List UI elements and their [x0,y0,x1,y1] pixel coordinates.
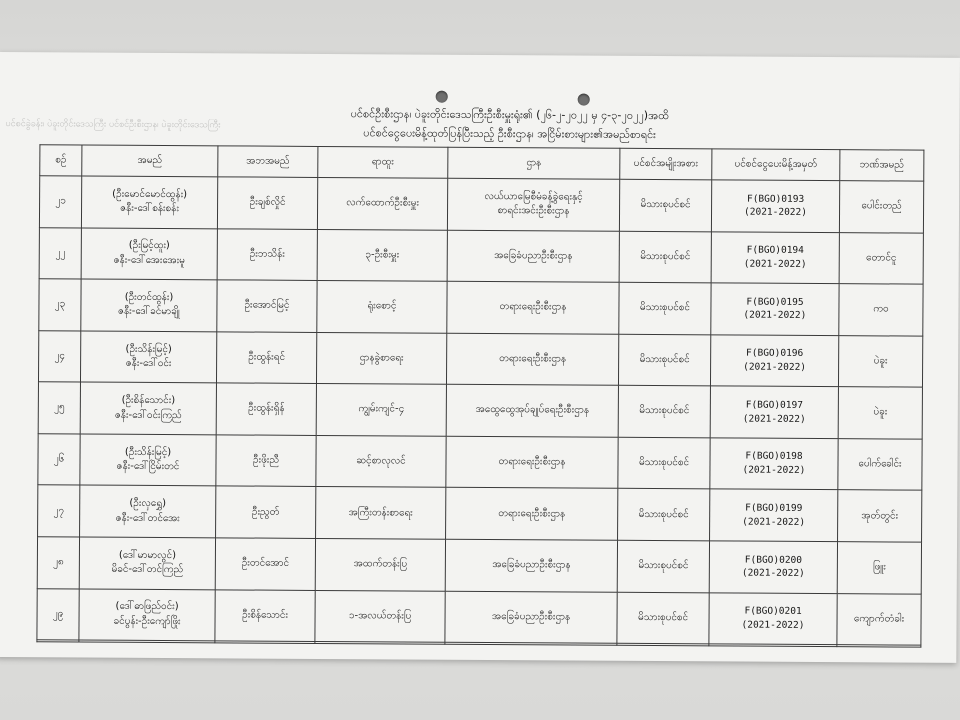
cell-bank-line-1: ပဲခူး [873,355,888,367]
cell-serial-line-1: ၂၂ [55,246,66,259]
cell-pension-order-no-line-1: F(BGO)0200 [744,554,803,566]
cell-serial [38,382,80,434]
cell-name-line-1: (ဦးသိန်းမြင့်) [125,343,172,355]
cell-department [446,436,618,489]
cell-rank [316,384,446,436]
cell-pension-order-no [710,335,838,387]
cell-department-line-2: စာရင်းအင်းဦးစီးဌာန [497,205,570,217]
cell-pension-type-line-1: မိသားစုပင်စင် [640,198,691,211]
cell-department-line-1: အထွေထွေအုပ်ချုပ်ရေးဦးစီးဌာန [475,404,590,416]
empty-cell [315,642,445,645]
cell-bank-line-1: တောင်ငူ [866,251,897,264]
cell-serial [39,176,81,228]
cell-bank [838,335,922,387]
cell-rank-line-1: ဆင့်စာလုလင် [356,455,406,467]
cell-pension-order-no [710,489,838,541]
cell-rank-line-1: ၃-ဦးစီးမှူး [365,248,400,261]
cell-pension-order-no-line-1: F(BGO)0199 [745,502,803,514]
cell-pension-type-line-1: မိသားစုပင်စင် [639,353,690,365]
cell-pension-order-no-line-1: F(BGO)0196 [746,347,804,360]
header-rank: ရာထူး [318,146,448,178]
cell-pension-order-no-line-2: (2021-2022) [743,258,807,270]
table-row [38,330,922,387]
cell-father-name [217,280,317,332]
cell-name-line-2: ဇနီး-ဒေါ်ငြိမ်းတင် [116,460,180,473]
table-row [38,485,922,542]
cell-name-line-2: ခင်ပွန်း-ဦးကျော်ဖြိုး [113,615,181,628]
cell-rank-line-1: အထက်တန်းပြ [353,558,408,570]
cell-rank-line-1: ကျွမ်းကျင်-၄ [358,403,405,415]
cell-bank-line-1: ဖြူး [872,561,886,573]
cell-pension-type [618,437,710,489]
cell-pension-type [618,386,710,438]
cell-rank-line-1: ရုံးစောင့် [367,300,397,312]
cell-pension-type [619,179,711,231]
header-father-name: အဘအမည် [218,146,318,178]
cell-name [80,485,216,537]
cell-department [447,230,619,283]
cell-father-name-line-1: ဦးစိန်သောင်း [242,609,288,621]
cell-name-line-1: (ဦးလှရွှေ) [129,498,167,510]
cell-name [81,279,217,331]
punch-hole-right [578,94,590,106]
cell-rank [317,281,447,333]
empty-cell [215,641,315,643]
cell-pension-order-no-line-1: F(BGO)0198 [745,450,803,463]
cell-pension-order-no [710,438,838,490]
cell-department-line-1: အခြေခံပညာဦးစီးဌာန [494,249,573,262]
cell-department-line-1: တရားရေးဦးစီးဌာန [499,352,567,365]
table-row [38,434,922,491]
cell-pension-order-no-line-1: F(BGO)0195 [746,296,804,308]
cell-pension-type [617,540,709,592]
cell-pension-type-line-1: မိသားစုပင်စင် [638,559,689,572]
header-name: အမည် [82,145,218,177]
cell-bank-line-1: အုတ်တွင်း [861,509,899,521]
cell-pension-order-no [709,592,837,644]
cell-rank-line-1: ၁-အလယ်တန်းပြ [348,609,412,622]
cell-name-line-1: (ဦးစိန်သောင်း) [121,394,176,407]
cell-pension-order-no-line-1: F(BGO)0194 [746,244,804,257]
cell-pension-order-no-line-2: (2021-2022) [742,464,806,477]
cell-pension-type-line-1: မိသားစုပင်စင် [639,302,691,314]
cell-name [80,331,216,383]
table-row [39,279,923,336]
cell-serial-line-1: ၂၄ [54,350,65,362]
cell-name-line-1: (ဒေါ်မာမာလွင်) [118,549,177,561]
cell-rank [315,538,445,590]
table-row [39,176,923,233]
cell-serial [38,330,80,382]
header-bank: ဘဏ်အမည် [840,150,924,182]
cell-father-name-line-1: ဦးထွန်းရင် [248,351,286,363]
cell-serial-line-1: ၂၁ [55,195,66,207]
empty-cell [79,640,215,643]
cell-pension-type [619,282,711,334]
cell-rank [316,487,446,539]
cell-department [447,178,619,231]
cell-pension-type-line-1: မိသားစုပင်စင် [637,611,689,623]
cell-pension-type [619,231,711,283]
cell-serial-line-1: ၂၉ [52,607,64,620]
cell-rank-line-1: ဌာနခွဲစာရေး [359,351,404,364]
cell-name-line-2: မိခင်-ဒေါ်တင်ကြည် [111,564,184,576]
cell-father-name-line-1: ဦးတင်အောင် [241,557,290,569]
cell-name [81,176,217,228]
cell-pension-order-no-line-2: (2021-2022) [742,516,806,528]
cell-department-line-1: လယ်ယာမြေစီမံခန့်ခွဲရေးနှင့် [484,190,583,203]
bleed-through-text: ပင်စင်ခွဲခန်း၊ ပဲခူးတိုင်းဒေသကြီး ပင်စင်ဦးစီးဌာန၊ ပဲခူးတိုင်းဒေသကြီး [5,119,221,131]
cell-pension-type [618,489,710,541]
cell-pension-order-no [711,180,839,232]
cell-pension-order-no [709,541,837,593]
empty-cell [709,644,837,647]
cell-name-line-2: ဇနီး-ဒေါ်အေးအေးမူ [113,254,185,266]
table-row [37,588,921,645]
document-title-line-1: ပင်စင်ဦးစီးဌာန၊ ပဲခူးတိုင်းဒေသကြီးဦးစီးမှူးရုံး၏ (၂၆-၂-၂၀၂၂ မှ ၄-၃-၂၀၂၂)အထိ [350,107,669,123]
cell-name-line-1: (ဦးမြင့်ထူး) [128,240,170,252]
cell-department [447,281,619,334]
punch-hole-left [436,91,448,103]
cell-serial [38,485,80,537]
cell-rank [315,590,445,642]
cell-father-name [215,538,315,590]
cell-father-name-line-1: ဦးထွန်းရှိန် [248,402,285,415]
empty-cell [37,640,79,642]
table-row [37,537,921,594]
cell-serial [39,227,81,279]
table-row [39,227,923,284]
cell-bank-line-1: ကဝ [873,303,889,315]
cell-rank-line-1: လက်ထောက်ဦးစီးမှူး [346,197,419,209]
empty-cell [617,643,709,645]
header-serial: စဉ် [40,145,82,176]
cell-bank [838,439,922,491]
cell-serial-line-1: ၂၃ [54,298,66,310]
cell-name-line-2: ဇနီး-ဒေါ်ခင်မာချို [118,306,180,318]
cell-bank [839,284,923,336]
cell-father-name [215,589,315,641]
cell-bank [839,181,923,233]
cell-pension-order-no [711,231,839,283]
cell-department [445,591,617,644]
header-department: ဌာန [448,147,620,179]
cell-department-line-1: အခြေခံပညာဦးစီးဌာန [492,559,571,571]
cell-bank [837,593,921,645]
cell-name-line-1: (ဦးသိန်းမြင့်) [124,446,172,458]
cell-pension-order-no-line-2: (2021-2022) [743,361,807,373]
cell-father-name [216,486,316,538]
cell-serial [38,434,80,486]
cell-bank-line-1: ပဲခူး [873,406,888,418]
cell-pension-order-no-line-2: (2021-2022) [742,413,806,425]
cell-pension-type [618,334,710,386]
cell-pension-order-no-line-2: (2021-2022) [743,309,807,322]
cell-pension-order-no [710,386,838,438]
cell-father-name-line-1: ဦးချစ်လှိုင် [249,196,286,208]
cell-name [80,434,216,486]
cell-bank-line-1: ပေါက်ခေါင်း [858,458,902,470]
cell-father-name [216,332,316,384]
cell-department [446,385,618,438]
cell-serial-line-1: ၂၇ [53,504,65,516]
cell-serial-line-1: ၂၅ [54,401,65,413]
cell-father-name [216,435,316,487]
cell-name-line-2: ဇနီး-ဒေါ်ဝင်းကြည် [114,409,182,421]
cell-pension-type [617,592,709,644]
cell-pension-order-no-line-2: (2021-2022) [741,567,805,580]
cell-department-line-1: တရားရေးဦးစီးဌာန [498,455,566,468]
cell-pension-type-line-1: မိသားစုပင်စင် [639,405,690,417]
header-pension-type: ပင်စင်အမျိုးအစား [620,148,712,180]
pension-table [36,144,924,647]
document-title-line-2: ပင်စင်ငွေပေးမိန့်ထုတ်ပြန်ပြီးသည့် ဦးစီးဌာန၊ အငြိမ်းစားများ၏အမည်စာရင်း [363,126,656,142]
cell-rank [316,332,446,384]
cell-department-line-1: တရားရေးဦးစီးဌာန [499,301,567,313]
empty-cell [445,642,617,645]
cell-name [79,589,215,641]
cell-name-line-2: ဇနီး-ဒေါ်ဝင်း [125,357,172,370]
cell-pension-type-line-1: မိသားစုပင်စင် [638,508,689,520]
cell-department [445,539,617,592]
header-pension-order-no: ပင်စင်ငွေပေးမိန့်အမှတ် [712,149,840,181]
cell-department-line-1: အခြေခံပညာဦးစီးဌာန [491,610,571,623]
cell-rank [317,177,447,229]
table-row [38,382,922,439]
cell-pension-order-no-line-1: F(BGO)0197 [745,399,803,411]
cell-serial [39,279,81,331]
cell-father-name-line-1: ဦးအောင်မြင့် [244,299,290,311]
cell-serial-line-1: ၂၆ [53,453,65,465]
document-sheet [0,52,960,663]
cell-name-line-1: (ဦးတင်ထွန်း) [124,291,174,304]
cell-department-line-1: တရားရေးဦးစီးဌာန [498,507,566,519]
cell-rank-line-1: အကြီးတန်းစာရေး [348,506,413,519]
cell-department [446,488,618,541]
cell-department [446,333,618,386]
cell-rank [316,435,446,487]
cell-bank [839,232,923,284]
cell-serial-line-1: ၂၈ [53,556,64,568]
cell-name-line-2: ဇနီး-ဒေါ်စန်းစန်း [120,203,179,215]
cell-serial [37,537,79,589]
cell-name-line-2: ဇနီး-ဒေါ်တင်အေး [115,512,180,524]
empty-cell [837,645,921,647]
cell-pension-order-no-line-2: (2021-2022) [744,206,808,219]
cell-name-line-1: (ဒေါ်ဓာဖြည်ဝင်း) [115,601,179,613]
cell-name-line-1: (ဦးမောင်မောင်ထွန်း) [112,188,188,200]
cell-name [79,537,215,589]
cell-father-name [217,228,317,280]
cell-pension-order-no-line-1: F(BGO)0201 [744,605,802,618]
cell-bank [837,542,921,594]
cell-pension-type-line-1: မိသားစုပင်စင် [640,250,691,262]
cell-father-name [216,383,316,435]
cell-pension-type-line-1: မိသားစုပင်စင် [638,456,690,469]
cell-father-name [217,177,317,229]
cell-father-name-line-1: ဦးဖိုးညီ [252,454,280,466]
cell-father-name-line-1: ဦးညွတ် [251,506,280,518]
cell-serial [37,588,79,640]
cell-pension-order-no-line-1: F(BGO)0193 [746,193,805,205]
cell-name [80,382,216,434]
cell-rank [317,229,447,281]
cell-bank-line-1: ပေါင်းတည် [861,200,902,212]
cell-bank [838,387,922,439]
cell-bank [838,490,922,542]
cell-name [81,228,217,280]
cell-father-name-line-1: ဦးဘသိန်း [249,248,285,260]
cell-pension-order-no-line-2: (2021-2022) [741,619,805,631]
cell-pension-order-no [711,283,839,335]
cell-bank-line-1: ကျောက်တံခါး [853,612,905,625]
